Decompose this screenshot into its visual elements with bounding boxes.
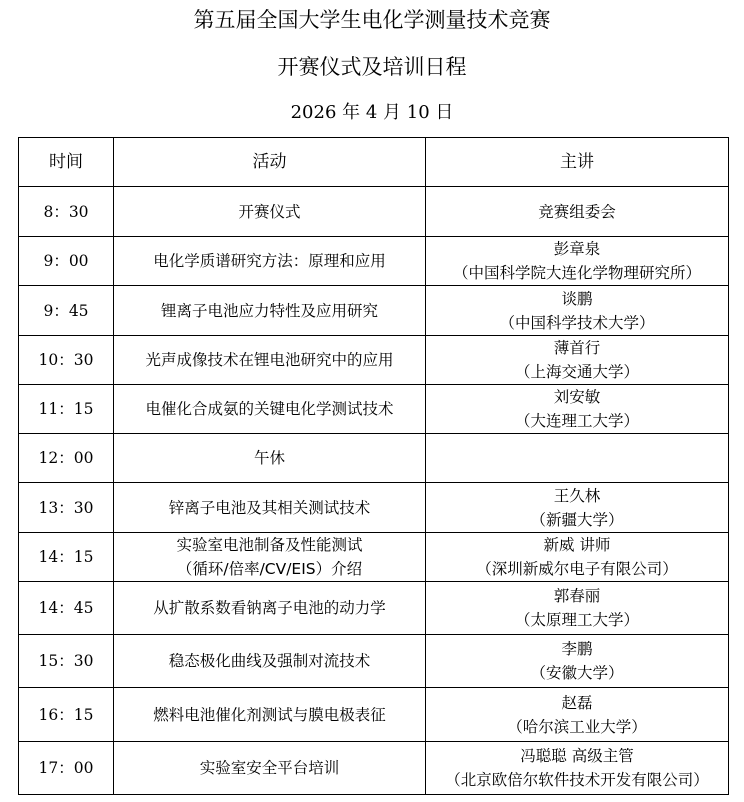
speaker-line: 谈鹏 xyxy=(561,289,593,308)
schedule-date: 2026 年 4 月 10 日 xyxy=(290,102,454,123)
speaker-line: （深圳新威尔电子有限公司） xyxy=(476,559,678,578)
activity-line: 锂离子电池应力特性及应用研究 xyxy=(160,301,378,320)
row-activity xyxy=(114,187,426,237)
speaker-line: 竞赛组委会 xyxy=(538,202,616,221)
row-activity xyxy=(114,286,426,335)
page-subtitle: 开赛仪式及培训日程 xyxy=(277,55,467,79)
header-activity: 活动 xyxy=(114,138,426,187)
row-speaker xyxy=(426,335,729,384)
row-speaker xyxy=(426,581,729,634)
speaker-line: 冯聪聪 高级主管 xyxy=(520,746,634,765)
speaker-line: 彭章泉 xyxy=(553,240,601,259)
table-row xyxy=(19,237,729,286)
row-time: 14：15 xyxy=(19,532,114,581)
page-title: 第五届全国大学生电化学测量技术竞赛 xyxy=(193,8,551,32)
table-row xyxy=(19,335,729,384)
table-row xyxy=(19,286,729,335)
row-time: 12：00 xyxy=(19,434,114,483)
row-speaker xyxy=(426,237,729,286)
speaker-line: （上海交通大学） xyxy=(514,362,639,381)
row-speaker xyxy=(426,434,729,483)
activity-line: 燃料电池催化剂测试与膜电极表征 xyxy=(153,705,386,724)
speaker-line: （新疆大学） xyxy=(530,510,624,529)
table-row xyxy=(19,483,729,532)
speaker-line: 王久林 xyxy=(553,486,601,505)
activity-line: 光声成像技术在锂电池研究中的应用 xyxy=(145,350,394,369)
row-time: 15：30 xyxy=(19,635,114,688)
activity-line: 稳态极化曲线及强制对流技术 xyxy=(168,652,371,671)
row-activity xyxy=(114,237,426,286)
activity-line: 午休 xyxy=(253,449,285,468)
speaker-line: （大连理工大学） xyxy=(514,412,639,431)
table-row xyxy=(19,187,729,237)
speaker-line: 李鹏 xyxy=(561,640,593,659)
row-speaker xyxy=(426,286,729,335)
row-activity xyxy=(114,688,426,741)
row-speaker xyxy=(426,741,729,794)
activity-line: 实验室安全平台培训 xyxy=(199,758,340,777)
row-speaker xyxy=(426,635,729,688)
header-speaker: 主讲 xyxy=(426,138,729,187)
table-row xyxy=(19,635,729,688)
table-row xyxy=(19,581,729,634)
row-activity xyxy=(114,741,426,794)
row-activity xyxy=(114,483,426,532)
schedule-table xyxy=(18,137,729,795)
table-row xyxy=(19,688,729,741)
speaker-line: （太原理工大学） xyxy=(514,611,639,629)
row-speaker xyxy=(426,384,729,433)
speaker-line: 薄首行 xyxy=(553,338,601,357)
row-time: 17：00 xyxy=(19,741,114,794)
table-row xyxy=(19,434,729,483)
activity-line: 从扩散系数看钠离子电池的动力学 xyxy=(153,599,386,617)
activity-line: 电催化合成氨的关键电化学测试技术 xyxy=(145,400,394,419)
row-activity xyxy=(114,635,426,688)
activity-line: 电化学质谱研究方法：原理和应用 xyxy=(153,252,386,271)
table-row xyxy=(19,741,729,794)
row-time: 9：00 xyxy=(19,237,114,286)
row-activity xyxy=(114,532,426,581)
row-time: 13：30 xyxy=(19,483,114,532)
row-speaker xyxy=(426,688,729,741)
table-row xyxy=(19,384,729,433)
activity-line: （循环/倍率/CV/EIS）介绍 xyxy=(176,559,363,578)
speaker-line: 新威 讲师 xyxy=(543,535,611,554)
row-activity xyxy=(114,581,426,634)
activity-line: 开赛仪式 xyxy=(238,202,301,221)
row-time: 10：30 xyxy=(19,335,114,384)
row-speaker xyxy=(426,187,729,237)
table-row xyxy=(19,532,729,581)
row-time: 9：45 xyxy=(19,286,114,335)
speaker-line: 郭春丽 xyxy=(553,587,601,605)
speaker-line: （中国科学院大连化学物理研究所） xyxy=(452,264,701,283)
speaker-line: 刘安敏 xyxy=(553,388,601,407)
row-activity xyxy=(114,335,426,384)
row-time: 8：30 xyxy=(19,187,114,237)
row-activity xyxy=(114,384,426,433)
row-activity xyxy=(114,434,426,483)
speaker-line: （安徽大学） xyxy=(530,664,624,683)
speaker-line: （中国科学技术大学） xyxy=(499,313,655,332)
speaker-line: （哈尔滨工业大学） xyxy=(507,717,647,736)
activity-line: 锌离子电池及其相关测试技术 xyxy=(168,498,371,517)
row-time: 14：45 xyxy=(19,581,114,634)
table-header-row xyxy=(19,138,729,187)
row-time: 16：15 xyxy=(19,688,114,741)
speaker-line: 赵磊 xyxy=(561,693,593,712)
activity-line: 实验室电池制备及性能测试 xyxy=(176,535,363,554)
header-time: 时间 xyxy=(19,138,114,187)
row-speaker xyxy=(426,532,729,581)
row-time: 11：15 xyxy=(19,384,114,433)
speaker-line: （北京欧倍尔软件技术开发有限公司） xyxy=(445,770,709,789)
row-speaker xyxy=(426,483,729,532)
